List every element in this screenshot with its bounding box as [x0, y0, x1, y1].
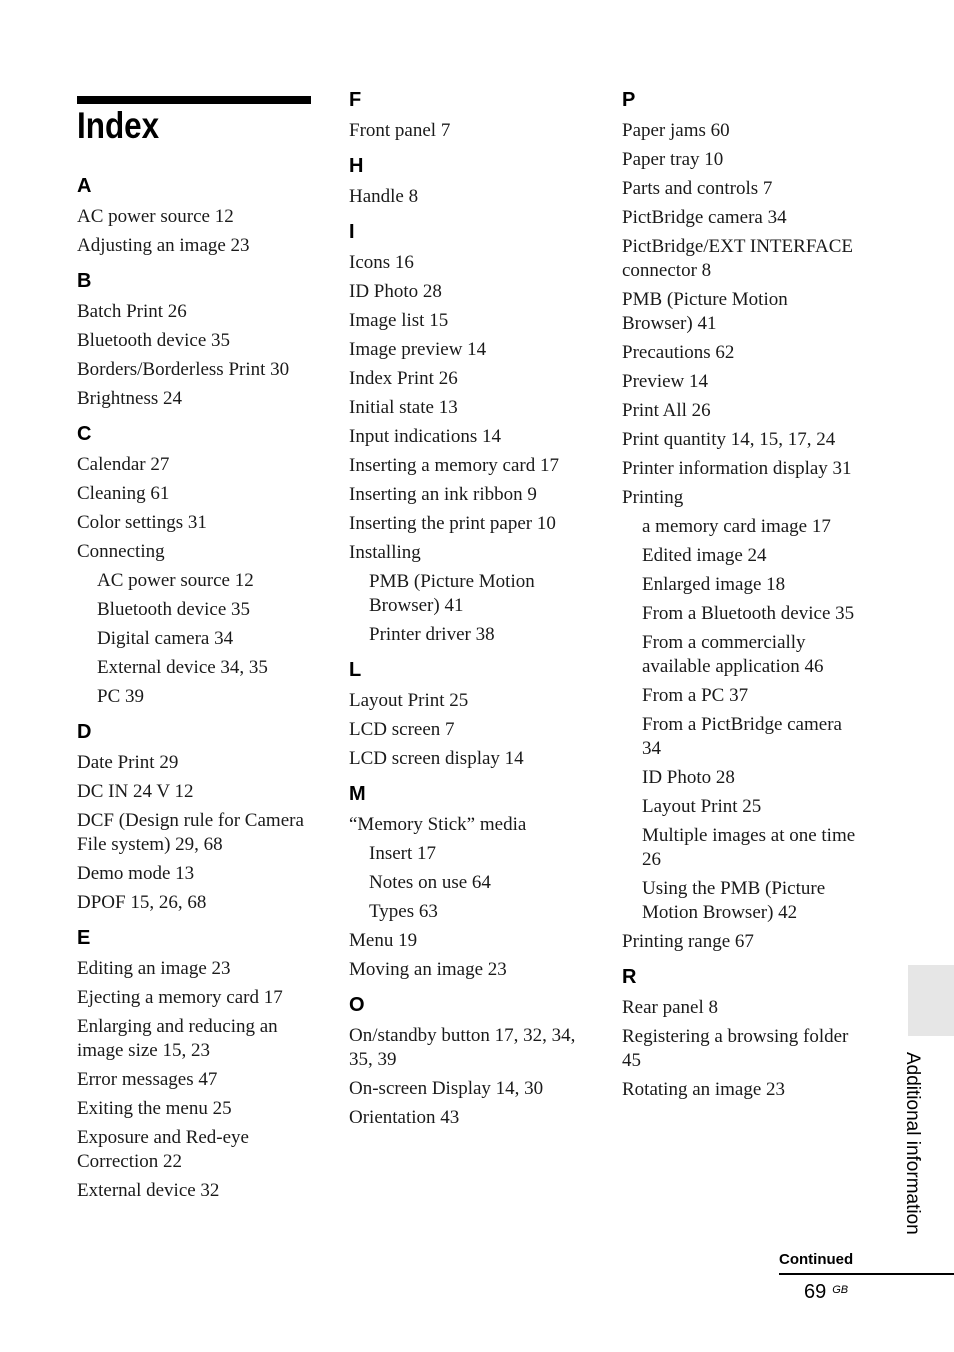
index-entry: DC IN 24 V 12: [77, 781, 194, 802]
index-subentry: Edited image 24: [642, 545, 767, 566]
index-letter-heading: I: [349, 221, 355, 243]
index-letter-heading: C: [77, 423, 92, 445]
index-entry: Initial state 13: [349, 397, 458, 418]
index-letter-heading: F: [349, 89, 362, 111]
footer-rule: [779, 1273, 954, 1275]
index-entry: Exiting the menu 25: [77, 1098, 232, 1119]
index-entry: PMB (Picture Motion Browser) 41: [622, 289, 788, 334]
index-entry: Borders/Borderless Print 30: [77, 359, 290, 380]
page-number-value: 69: [804, 1281, 827, 1303]
index-entry: Date Print 29: [77, 752, 179, 773]
index-entry: Brightness 24: [77, 388, 183, 409]
index-entry: Print All 26: [622, 400, 711, 421]
index-letter-heading: B: [77, 270, 92, 292]
index-entry: Printer information display 31: [622, 458, 852, 479]
index-letter-heading: A: [77, 175, 92, 197]
index-entry: Bluetooth device 35: [77, 330, 231, 351]
index-subentry: Notes on use 64: [369, 872, 491, 893]
index-entry: Demo mode 13: [77, 863, 195, 884]
index-entry: On-screen Display 14, 30: [349, 1078, 544, 1099]
index-subentry: a memory card image 17: [642, 516, 831, 537]
index-letter-heading: O: [349, 994, 365, 1016]
index-entry: Registering a browsing folder 45: [622, 1026, 849, 1071]
index-letter-heading: L: [349, 659, 362, 681]
index-section-l: [349, 659, 589, 771]
index-entry: PictBridge camera 34: [622, 207, 787, 228]
index-entry: Ejecting a memory card 17: [77, 987, 283, 1008]
title-rule: [77, 96, 311, 104]
index-section-a: [77, 175, 317, 258]
index-entry: Cleaning 61: [77, 483, 170, 504]
index-subentry: PMB (Picture Motion Browser) 41: [369, 571, 535, 616]
index-entry: On/standby button 17, 32, 34, 35, 39: [349, 1025, 576, 1070]
index-entry: Front panel 7: [349, 120, 451, 141]
index-section-c: [77, 423, 317, 709]
index-subentry: Using the PMB (Picture Motion Browser) 42: [642, 878, 826, 923]
index-subentry: From a commercially available application 46: [642, 632, 824, 677]
index-entry: Paper jams 60: [622, 120, 730, 141]
index-entry: Error messages 47: [77, 1069, 218, 1090]
index-subentry: Multiple images at one time 26: [642, 825, 856, 870]
index-entry: LCD screen display 14: [349, 748, 524, 769]
index-subentry: From a PC 37: [642, 685, 749, 706]
page-number: [804, 1278, 848, 1304]
index-entry: Image preview 14: [349, 339, 487, 360]
index-letter-heading: R: [622, 966, 637, 988]
index-entry: Handle 8: [349, 186, 419, 207]
index-column-2: [349, 89, 589, 1142]
index-entry: DCF (Design rule for Camera File system) 29, 68: [77, 810, 304, 855]
index-letter-heading: D: [77, 721, 92, 743]
index-subentry: Layout Print 25: [642, 796, 762, 817]
index-entry: Printing: [622, 487, 684, 508]
index-column-1: [77, 175, 317, 1215]
index-entry: PictBridge/EXT INTERFACE connector 8: [622, 236, 853, 281]
index-entry: Image list 15: [349, 310, 449, 331]
index-entry: Exposure and Red-eye Correction 22: [77, 1127, 249, 1172]
index-subentry: Types 63: [369, 901, 438, 922]
index-section-p: [622, 89, 862, 954]
index-entry: Moving an image 23: [349, 959, 507, 980]
index-letter-heading: E: [77, 927, 91, 949]
index-subentry: AC power source 12: [97, 570, 254, 591]
index-entry: Rotating an image 23: [622, 1079, 786, 1100]
index-letter-heading: M: [349, 783, 366, 805]
index-entry: Color settings 31: [77, 512, 207, 533]
index-column-3: [622, 89, 862, 1114]
index-letter-heading: P: [622, 89, 636, 111]
index-entry: “Memory Stick” media: [349, 814, 527, 835]
index-subentry: ID Photo 28: [642, 767, 735, 788]
index-entry: Calendar 27: [77, 454, 170, 475]
index-entry: Printing range 67: [622, 931, 754, 952]
index-entry: Layout Print 25: [349, 690, 469, 711]
index-entry: DPOF 15, 26, 68: [77, 892, 207, 913]
index-entry: Inserting an ink ribbon 9: [349, 484, 537, 505]
index-subentry: Bluetooth device 35: [97, 599, 251, 620]
index-section-f: [349, 89, 589, 143]
index-subentry: From a PictBridge camera 34: [642, 714, 842, 759]
index-subentry: PC 39: [97, 686, 144, 707]
index-subentry: Enlarged image 18: [642, 574, 786, 595]
index-entry: Enlarging and reducing an image size 15, 23: [77, 1016, 278, 1061]
index-entry: Input indications 14: [349, 426, 501, 447]
index-entry: Menu 19: [349, 930, 418, 951]
index-section-e: [77, 927, 317, 1203]
index-entry: Adjusting an image 23: [77, 235, 250, 256]
index-entry: Installing: [349, 542, 421, 563]
section-tab-marker: [908, 965, 954, 1036]
index-entry: ID Photo 28: [349, 281, 442, 302]
index-subentry: External device 34, 35: [97, 657, 268, 678]
index-section-h: [349, 155, 589, 209]
index-section-m: [349, 783, 589, 982]
index-entry: Rear panel 8: [622, 997, 719, 1018]
index-section-r: [622, 966, 862, 1102]
index-entry: Batch Print 26: [77, 301, 187, 322]
index-entry: Paper tray 10: [622, 149, 724, 170]
section-side-label: Additional information: [902, 1052, 923, 1235]
index-entry: Inserting a memory card 17: [349, 455, 559, 476]
index-subentry: From a Bluetooth device 35: [642, 603, 855, 624]
index-entry: Icons 16: [349, 252, 414, 273]
index-entry: Editing an image 23: [77, 958, 231, 979]
index-section-o: [349, 994, 589, 1130]
index-section-d: [77, 721, 317, 915]
index-subentry: Insert 17: [369, 843, 437, 864]
index-section-b: [77, 270, 317, 411]
index-entry: Preview 14: [622, 371, 709, 392]
index-entry: Index Print 26: [349, 368, 458, 389]
index-entry: Precautions 62: [622, 342, 735, 363]
index-entry: Orientation 43: [349, 1107, 460, 1128]
index-subentry: Digital camera 34: [97, 628, 234, 649]
index-entry: Parts and controls 7: [622, 178, 773, 199]
index-section-i: [349, 221, 589, 647]
index-entry: Print quantity 14, 15, 17, 24: [622, 429, 836, 450]
continued-label: Continued: [779, 1251, 854, 1268]
index-entry: Connecting: [77, 541, 165, 562]
page-title: Index: [77, 105, 160, 146]
index-entry: LCD screen 7: [349, 719, 455, 740]
index-entry: Inserting the print paper 10: [349, 513, 556, 534]
page-number-suffix: GB: [832, 1284, 849, 1296]
index-letter-heading: H: [349, 155, 364, 177]
index-entry: External device 32: [77, 1180, 220, 1201]
index-subentry: Printer driver 38: [369, 624, 495, 645]
index-entry: AC power source 12: [77, 206, 234, 227]
